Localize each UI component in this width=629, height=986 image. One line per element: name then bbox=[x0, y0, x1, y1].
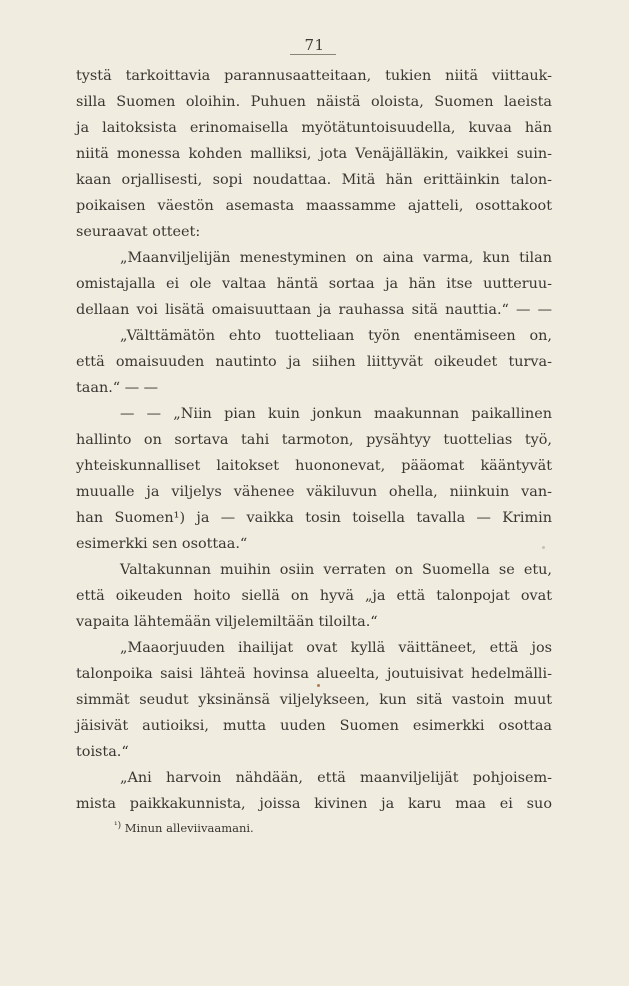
text-line: vapaita lähtemään viljelemiltään tiloilta.“ bbox=[76, 614, 378, 630]
text-line: esimerkki sen osottaa.“ bbox=[76, 536, 248, 552]
text-line: Valtakunnan muihin osiin verraten on Suomella se etu, bbox=[120, 562, 552, 578]
text-line: omistajalla ei ole valtaa häntä sortaa ja hän itse uutteruu- bbox=[76, 276, 552, 292]
text-line: yhteiskunnalliset laitokset huononevat, pääomat kääntyvät bbox=[76, 458, 552, 474]
footnote-text: Minun alleviivaamani. bbox=[124, 821, 254, 835]
text-line: „Maaorjuuden ihailijat ovat kyllä väittäneet, että jos bbox=[120, 640, 552, 656]
text-line: tystä tarkoittavia parannusaatteitaan, tukien niitä viittauk- bbox=[76, 68, 552, 84]
text-line: niitä monessa kohden malliksi, jota Venäjälläkin, vaikkei suin- bbox=[76, 146, 552, 162]
text-line: simmät seudut yksinänsä viljelykseen, kun sitä vastoin muut bbox=[76, 692, 552, 708]
text-line: silla Suomen oloihin. Puhuen näistä oloista, Suomen laeista bbox=[76, 94, 552, 110]
text-line: han Suomen¹) ja — vaikka tosin toisella tavalla — Krimin bbox=[76, 510, 552, 526]
text-line: kaan orjallisesti, sopi noudattaa. Mitä hän erittäinkin talon- bbox=[76, 172, 552, 188]
text-line: että oikeuden hoito siellä on hyvä „ja että talonpojat ovat bbox=[76, 588, 552, 604]
paper-speck bbox=[317, 684, 320, 687]
text-line: „Välttämätön ehto tuotteliaan työn enentämiseen on, bbox=[120, 328, 552, 344]
text-line: poikaisen väestön asemasta maassamme ajatteli, osottakoot bbox=[76, 198, 552, 214]
text-line: jäisivät autioiksi, mutta uuden Suomen esimerkki osottaa bbox=[76, 718, 552, 734]
footnote-mark: ¹) bbox=[114, 821, 122, 831]
text-line: ja laitoksista erinomaisella myötätuntoisuudella, kuvaa hän bbox=[76, 120, 552, 136]
text-line: dellaan voi lisätä omaisuuttaan ja rauhassa sitä nauttia.“ — — bbox=[76, 302, 552, 318]
text-line: „Maanviljelijän menestyminen on aina varma, kun tilan bbox=[120, 250, 552, 266]
text-line: mista paikkakunnista, joissa kivinen ja karu maa ei suo bbox=[76, 796, 552, 812]
text-line: hallinto on sortava tahi tarmoton, pysähtyy tuottelias työ, bbox=[76, 432, 552, 448]
text-line: seuraavat otteet: bbox=[76, 224, 201, 240]
text-line: talonpoika saisi lähteä hovinsa alueelta, joutuisivat hedelmälli- bbox=[76, 666, 552, 682]
text-line: „Ani harvoin nähdään, että maanviljelijät pohjoisem- bbox=[120, 770, 552, 786]
page-number: 71 bbox=[304, 36, 325, 54]
text-line: että omaisuuden nautinto ja siihen liittyvät oikeudet turva- bbox=[76, 354, 552, 370]
text-line: muualle ja viljelys vähenee väkiluvun ohella, niinkuin van- bbox=[76, 484, 552, 500]
text-line: toista.“ bbox=[76, 744, 129, 760]
page-number-rule bbox=[290, 54, 336, 55]
paper-speck bbox=[542, 546, 545, 549]
text-line: — — „Niin pian kuin jonkun maakunnan paikallinen bbox=[120, 406, 552, 422]
text-line: taan.“ — — bbox=[76, 380, 159, 396]
footnote bbox=[114, 818, 254, 836]
